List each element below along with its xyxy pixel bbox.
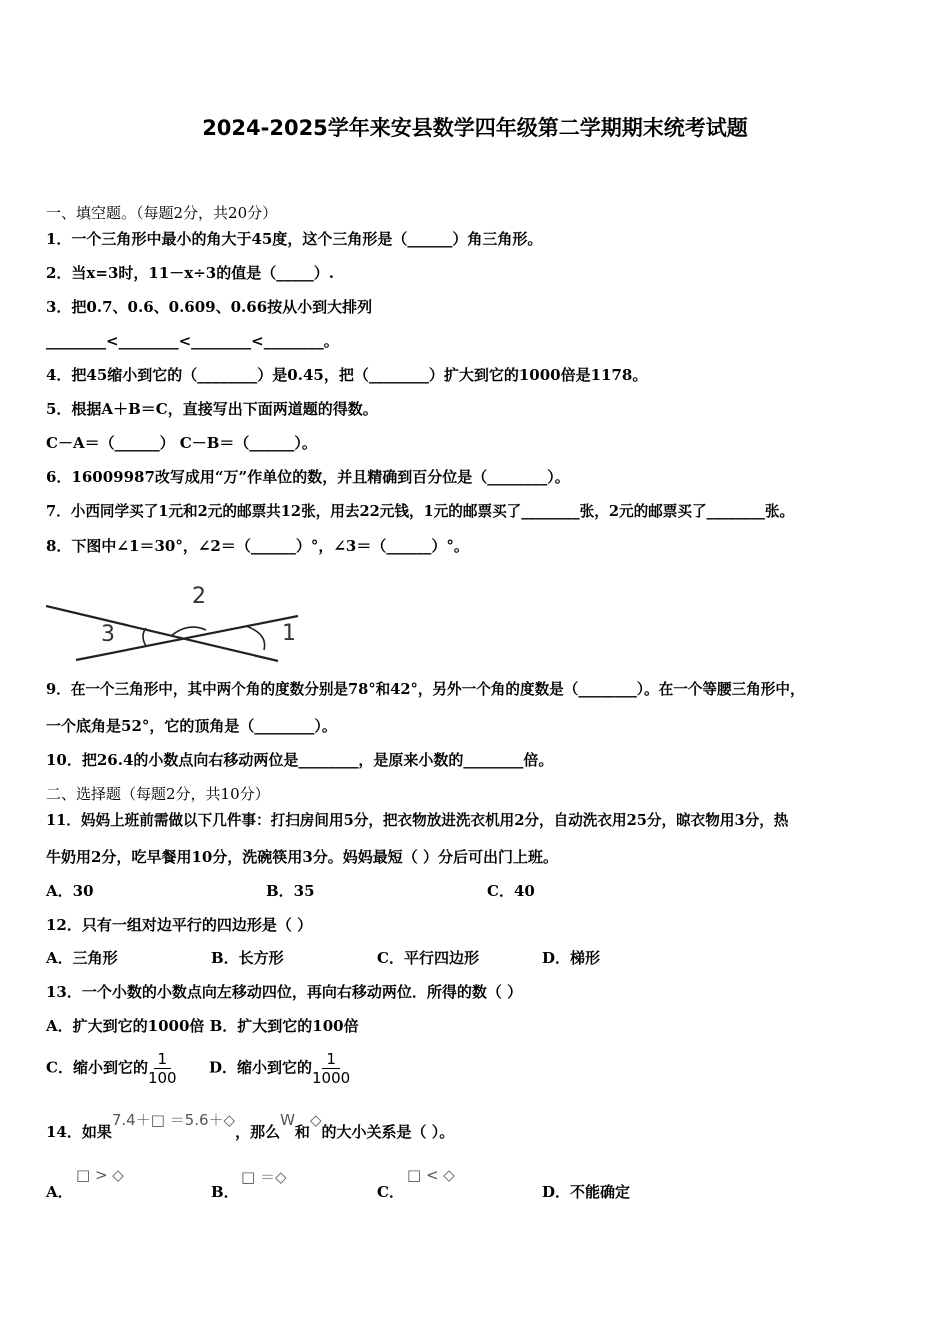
q14-middle: ，那么 [235, 1123, 281, 1141]
question-9-line-1: 9．在一个三角形中，其中两个角的度数分别是78°和42°，另外一个角的度数是（________）。在一个等腰三角形中， [46, 681, 805, 698]
q11-option-a[interactable]: A．30 [46, 882, 94, 900]
q14-option-b-symbol: □ ＝◇ [241, 1168, 287, 1186]
angle-1-arc [246, 626, 265, 650]
q14-option-c[interactable]: C． [377, 1183, 404, 1201]
figure-line-a [46, 606, 278, 661]
question-5: 5．根据A＋B＝C，直接写出下面两道题的得数。 [46, 400, 378, 418]
q13-option-c[interactable] [46, 1050, 177, 1087]
question-7: 7．小西同学买了1元和2元的邮票共12张，用去22元钱，1元的邮票买了________张，2元的邮票买了________张。 [46, 503, 795, 520]
q14-option-d[interactable]: D．不能确定 [542, 1183, 631, 1201]
question-3: 3．把0.7、0.6、0.609、0.66按从小到大排列 [46, 298, 373, 316]
question-8: 8．下图中∠1＝30°，∠2＝（______）°，∠3＝（______）°。 [46, 537, 469, 555]
q13-option-c-label: C．缩小到它的 [46, 1058, 148, 1077]
q14-formula: 7.4＋□ ＝5.6＋◇ [111, 1111, 236, 1129]
question-10: 10．把26.4的小数点向右移动两位是________，是原来小数的________倍。 [46, 751, 554, 769]
q13-option-d[interactable] [209, 1050, 350, 1087]
q12-option-d[interactable]: D．梯形 [542, 949, 601, 967]
question-4: 4．把45缩小到它的（________）是0.45，把（________）扩大到它的1000倍是1178。 [46, 366, 648, 384]
question-9-line-2: 一个底角是52°，它的顶角是（________）。 [46, 717, 337, 735]
question-2: 2．当x=3时，11－x÷3的值是（_____）. [46, 264, 334, 282]
q13-options-ab[interactable]: A．扩大到它的1000倍 B．扩大到它的100倍 [46, 1017, 359, 1035]
q12-option-c[interactable]: C．平行四边形 [377, 949, 479, 967]
q13-option-d-label: D．缩小到它的 [209, 1058, 313, 1077]
angle-figure [46, 578, 302, 662]
question-1: 1．一个三角形中最小的角大于45度，这个三角形是（______）角三角形。 [46, 230, 543, 248]
angle-label-1: 1 [282, 621, 296, 646]
diamond-icon: ◇ [309, 1111, 322, 1129]
page-title: 2024-2025学年来安县数学四年级第二学期期末统考试题 [202, 116, 748, 140]
question-6: 6．16009987改写成用“万”作单位的数，并且精确到百分位是（________）。 [46, 468, 570, 486]
q11-option-b[interactable]: B．35 [266, 882, 315, 900]
q14-option-c-symbol: □ < ◇ [407, 1166, 455, 1184]
q14-option-a-symbol: □ > ◇ [76, 1166, 124, 1184]
q14-option-a[interactable]: A． [46, 1183, 73, 1201]
q14-option-b[interactable]: B． [211, 1183, 239, 1201]
q11-option-c[interactable]: C．40 [487, 882, 535, 900]
question-14 [46, 1111, 455, 1142]
fraction-one-thousandth: $\frac{1}{1000}$ [312, 1050, 351, 1087]
q14-and: 和 [294, 1123, 310, 1141]
q14-suffix: 的大小关系是（ ）。 [321, 1123, 455, 1141]
question-13: 13．一个小数的小数点向左移动四位，再向右移动两位．所得的数（ ） [46, 983, 523, 1001]
angle-label-2: 2 [192, 584, 206, 609]
q12-option-a[interactable]: A．三角形 [46, 949, 118, 967]
question-12: 12．只有一组对边平行的四边形是（ ） [46, 916, 313, 934]
section-1-heading: 一、填空题。（每题2分，共20分） [46, 204, 278, 222]
angle-label-3: 3 [101, 622, 115, 647]
q14-w-symbol: W [280, 1111, 295, 1129]
question-3-blanks: ________<________<________<________。 [46, 332, 339, 350]
q12-option-b[interactable]: B．长方形 [211, 949, 284, 967]
q14-prefix: 14．如果 [46, 1123, 112, 1141]
fraction-one-hundredth: $\frac{1}{100}$ [147, 1050, 177, 1087]
question-11-line-1: 11．妈妈上班前需做以下几件事：打扫房间用5分，把衣物放进洗衣机用2分，自动洗衣用25分，晾衣物用3分，热 [46, 812, 789, 829]
question-5-answers: C－A＝（______） C－B＝（______）。 [46, 434, 317, 452]
question-11-line-2: 牛奶用2分，吃早餐用10分，洗碗筷用3分。妈妈最短（ ）分后可出门上班。 [46, 848, 558, 866]
section-2-heading: 二、选择题（每题2分，共10分） [46, 785, 270, 803]
